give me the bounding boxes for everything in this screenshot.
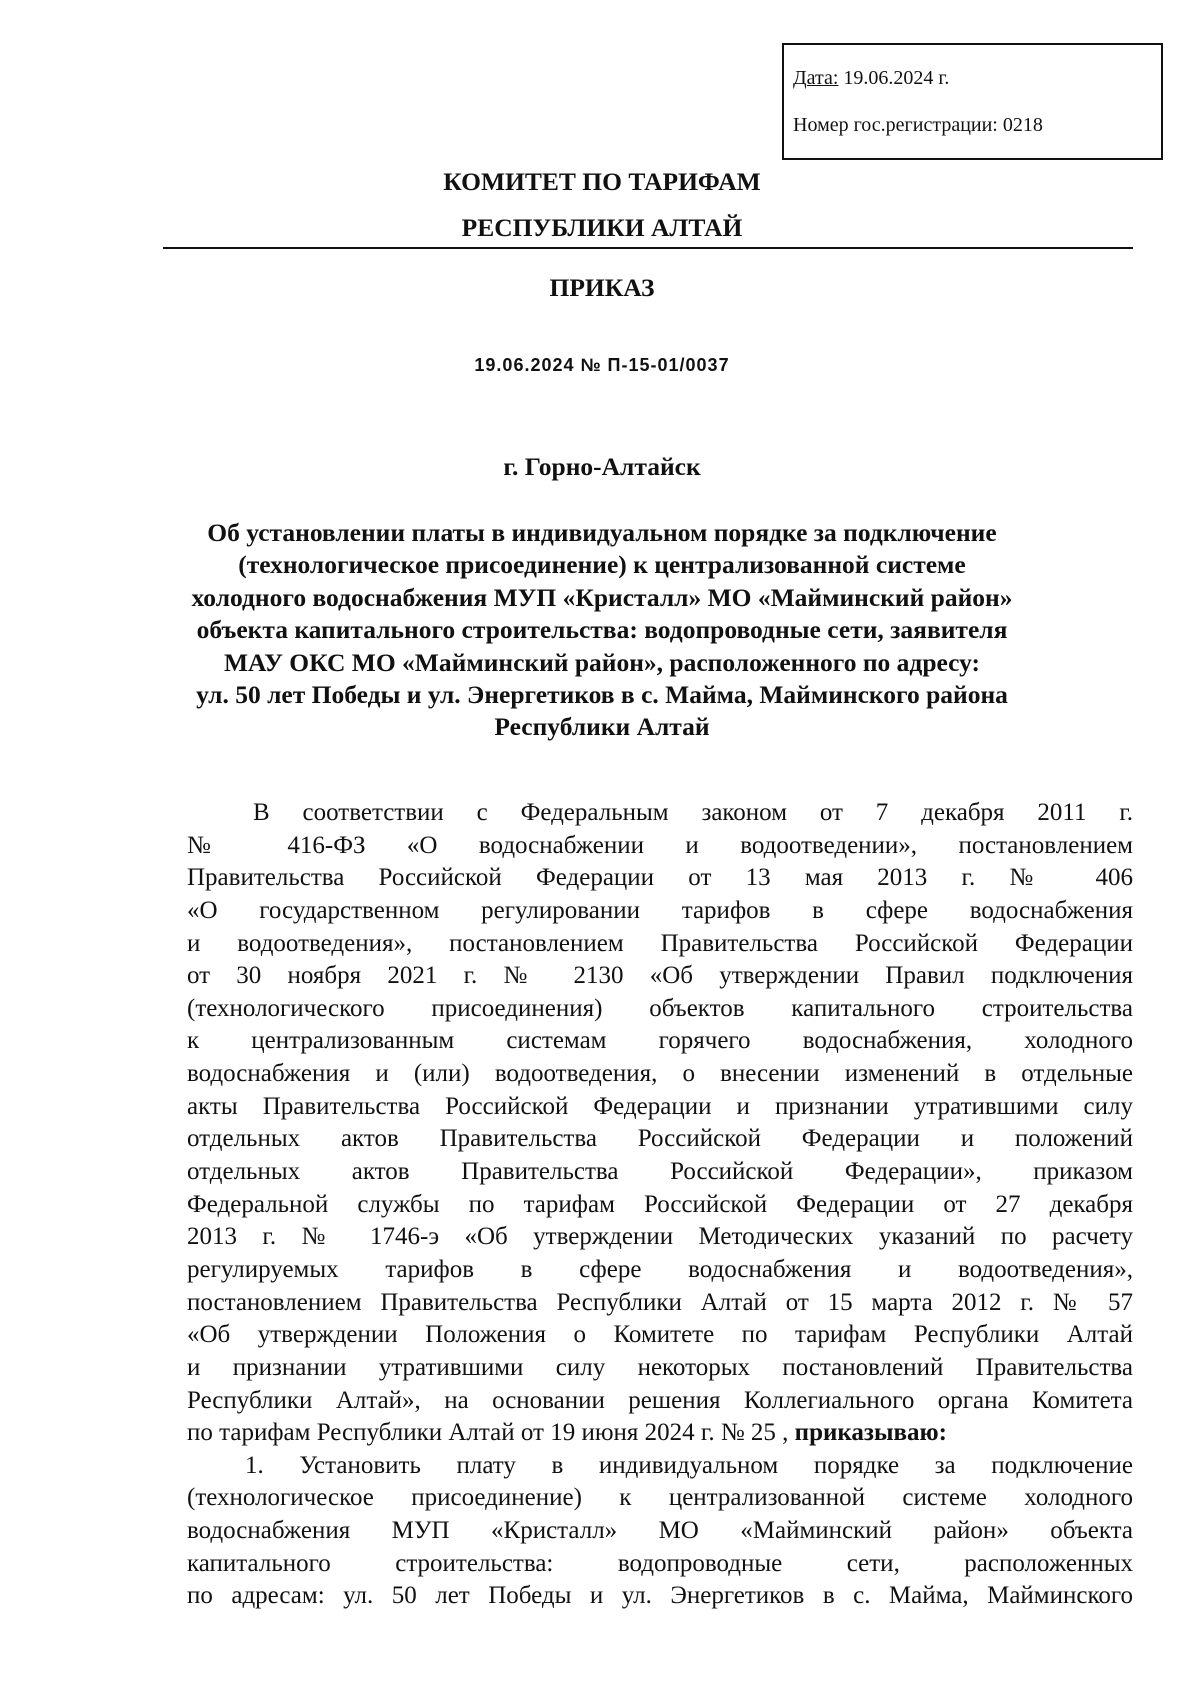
preamble-line: водоснабжения и (или) водоотведения, о внесении изменений в отдельные bbox=[187, 1060, 1133, 1088]
header-divider bbox=[163, 247, 1133, 249]
registration-number bbox=[793, 113, 1043, 137]
preamble-line: «Об утверждении Положения о Комитете по тарифам Республики Алтай bbox=[187, 1321, 1133, 1349]
document-date-number: 19.06.2024 № П-15-01/0037 bbox=[474, 355, 730, 375]
preamble-line: Федеральной службы по тарифам Российской Федерации от 27 декабря bbox=[187, 1190, 1133, 1218]
item1-line: капитального строительства: водопроводные сети, расположенных bbox=[187, 1549, 1133, 1577]
preamble-order-word: приказываю: bbox=[794, 1419, 947, 1447]
preamble-line: акты Правительства Российской Федерации и признании утратившими силу bbox=[187, 1092, 1133, 1120]
preamble-line: и признании утратившими силу некоторых постановлений Правительства bbox=[187, 1353, 1133, 1381]
preamble-line: и водоотведения», постановлением Правительства Российской Федерации bbox=[187, 929, 1133, 957]
preamble-line: «О государственном регулировании тарифов в сфере водоснабжения bbox=[187, 896, 1133, 924]
document-body bbox=[187, 797, 1133, 1613]
preamble-line: регулируемых тарифов в сфере водоснабжения и водоотведения», bbox=[187, 1255, 1133, 1283]
preamble-line: постановлением Правительства Республики Алтай от 15 марта 2012 г. № 57 bbox=[187, 1288, 1133, 1316]
preamble-last-line bbox=[187, 1417, 1133, 1450]
preamble-line: отдельных актов Правительства Российской Федерации и положений bbox=[187, 1125, 1133, 1153]
preamble-line: от 30 ноября 2021 г. № 2130 «Об утверждении Правил подключения bbox=[187, 962, 1133, 990]
preamble-line: к централизованным системам горячего водоснабжения, холодного bbox=[187, 1027, 1133, 1055]
registration-date-label: Дата: bbox=[793, 67, 839, 89]
preamble-line: № 416-ФЗ «О водоснабжении и водоотведении», постановлением bbox=[187, 831, 1133, 859]
preamble-line: 2013 г. № 1746-э «Об утверждении Методических указаний по расчету bbox=[187, 1223, 1133, 1251]
title-line: Республики Алтай bbox=[494, 712, 710, 742]
preamble-last-line-text: по тарифам Республики Алтай от 19 июня 2024 г. № 25 , bbox=[187, 1419, 789, 1447]
org-name-line-2: РЕСПУБЛИКИ АЛТАЙ bbox=[461, 213, 743, 242]
registration-number-label: Номер гос.регистрации: bbox=[793, 114, 998, 136]
title-line: ул. 50 лет Победы и ул. Энергетиков в с. Майма, Майминского района bbox=[196, 679, 1008, 709]
item1-line: по адресам: ул. 50 лет Победы и ул. Энергетиков в с. Майма, Майминского bbox=[187, 1582, 1133, 1610]
item1-line: 1. Установить плату в индивидуальном порядке за подключение bbox=[245, 1451, 1133, 1479]
preamble-line: Республики Алтай», на основании решения Коллегиального органа Комитета bbox=[187, 1386, 1133, 1414]
document-title bbox=[100, 517, 1104, 744]
registration-date bbox=[793, 66, 949, 90]
document-city: г. Горно-Алтайск bbox=[503, 452, 701, 481]
title-line: холодного водоснабжения МУП «Кристалл» МО «Майминский район» bbox=[191, 582, 1013, 612]
org-name-line-1: КОМИТЕТ ПО ТАРИФАМ bbox=[443, 167, 761, 196]
preamble-line: (технологического присоединения) объектов капитального строительства bbox=[187, 994, 1133, 1022]
item1-line: (технологическое присоединение) к централизованной системе холодного bbox=[187, 1484, 1133, 1512]
preamble-line: отдельных актов Правительства Российской Федерации», приказом bbox=[187, 1158, 1133, 1186]
title-line: Об установлении платы в индивидуальном порядке за подключение bbox=[207, 518, 997, 547]
preamble-line: В соответствии с Федеральным законом от 7 декабря 2011 г. bbox=[253, 799, 1133, 826]
title-line: объекта капитального строительства: водопроводные сети, заявителя bbox=[196, 615, 1008, 645]
title-line: МАУ ОКС МО «Майминский район», расположенного по адресу: bbox=[223, 647, 981, 677]
item1-line: водоснабжения МУП «Кристалл» МО «Майминский район» объекта bbox=[187, 1517, 1133, 1545]
registration-box bbox=[782, 43, 1163, 160]
title-line: (технологическое присоединение) к централизованной системе bbox=[238, 550, 966, 580]
document-type: ПРИКАЗ bbox=[549, 273, 655, 302]
registration-date-value: 19.06.2024 г. bbox=[843, 67, 950, 89]
preamble-line: Правительства Российской Федерации от 13 мая 2013 г. № 406 bbox=[187, 864, 1133, 892]
registration-number-value: 0218 bbox=[1002, 114, 1043, 136]
